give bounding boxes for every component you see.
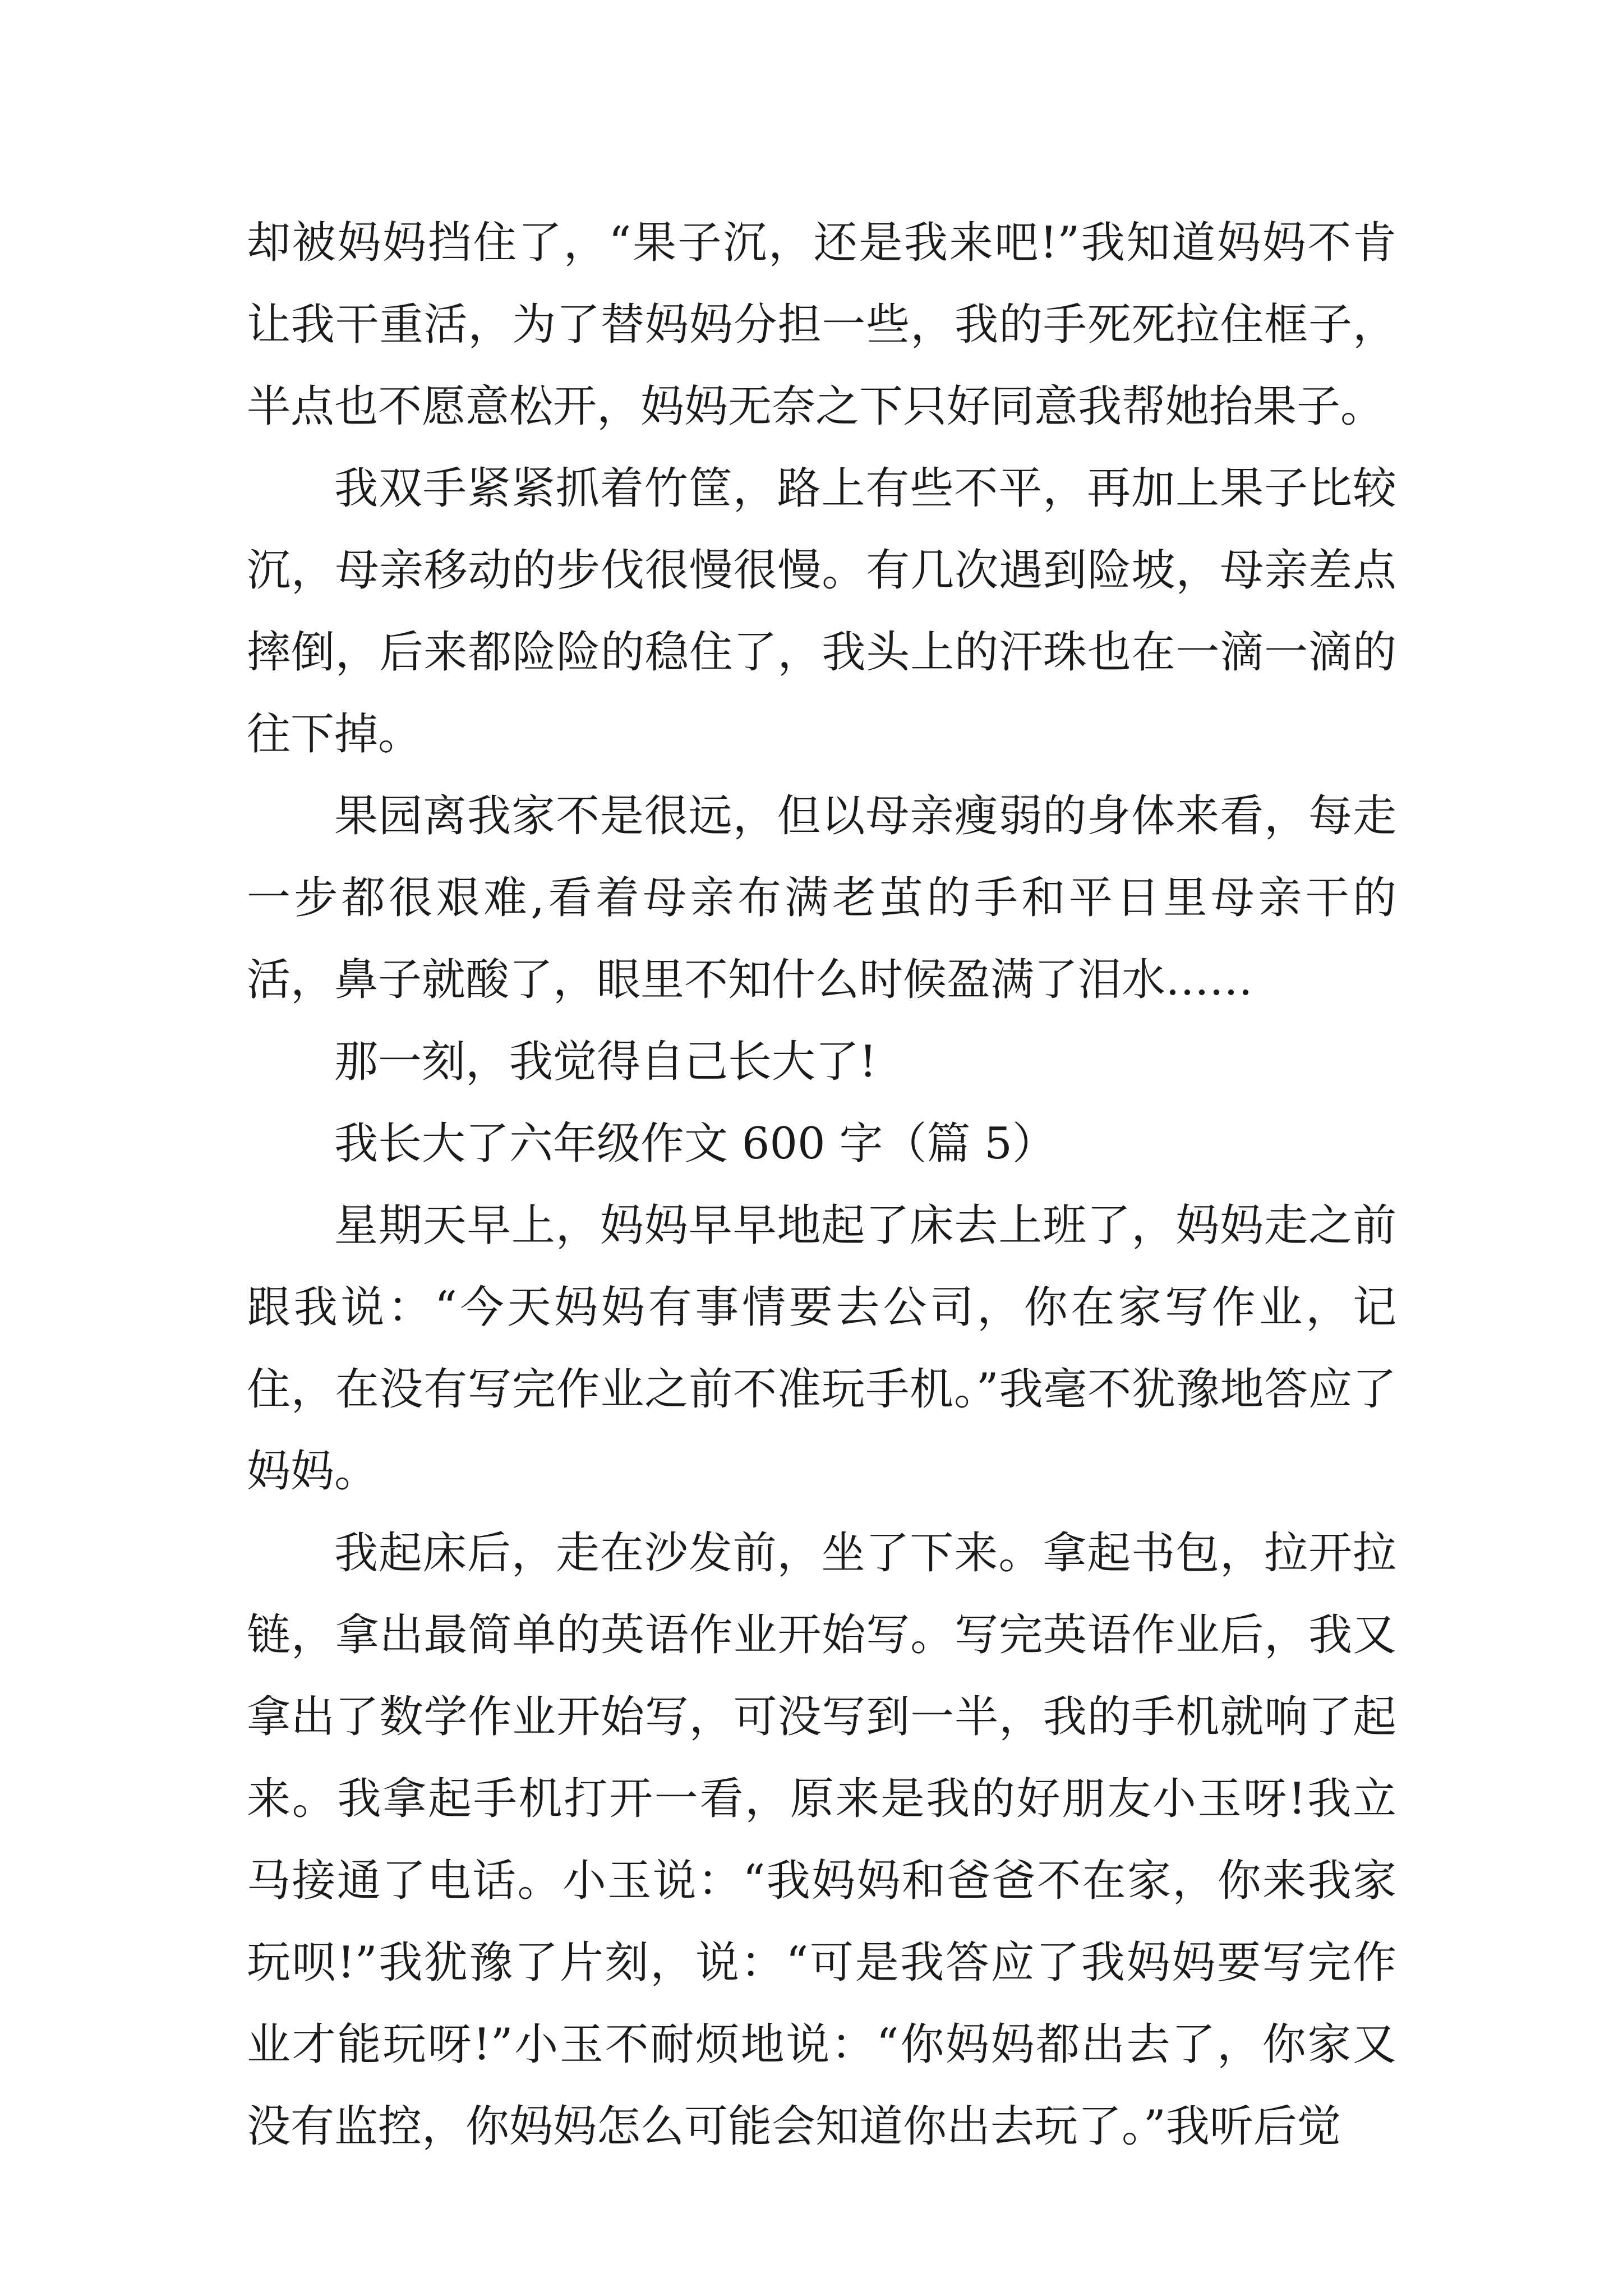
section-title: 我长大了六年级作文 600 字（篇 5） (334, 1119, 1056, 1169)
paragraph-4: 那一刻，我觉得自己长大了! (334, 1037, 877, 1087)
essay-body (247, 202, 1396, 2168)
paragraph-3: 果园离我家不是很远，但以母亲瘦弱的身体来看，每走一步都很艰难,看着母亲布满老茧的手和平日里母亲干的活，鼻子就酸了，眼里不知什么时候盈满了泪水…… (247, 791, 1396, 1005)
paragraph-5: 星期天早上，妈妈早早地起了床去上班了，妈妈走之前跟我说：“今天妈妈有事情要去公司，你在家写作业，记住，在没有写完作业之前不准玩手机。”我毫不犹豫地答应了妈妈。 (247, 1200, 1396, 1497)
paragraph-6: 我起床后，走在沙发前，坐了下来。拿起书包，拉开拉链，拿出最简单的英语作业开始写。写完英语作业后，我又拿出了数学作业开始写，可没写到一半，我的手机就响了起来。我拿起手机打开一看，原来是我的好朋友小玉呀!我立马接通了电话。小玉说：“我妈妈和爸爸不在家，你来我家玩呗!”我犹豫了片刻，说：“可是我答应了我妈妈要写完作业才能玩呀!”小玉不耐烦地说：“你妈妈都出去了，你家又没有监控，你妈妈怎么可能会知道你出去玩了。”我听后觉 (247, 1528, 1396, 2152)
paragraph-1: 却被妈妈挡住了，“果子沉，还是我来吧!”我知道妈妈不肯让我干重活，为了替妈妈分担一些，我的手死死拉住框子，半点也不愿意松开，妈妈无奈之下只好同意我帮她抬果子。 (247, 218, 1396, 432)
paragraph-2: 我双手紧紧抓着竹筐，路上有些不平，再加上果子比较沉，母亲移动的步伐很慢很慢。有几次遇到险坡，母亲差点摔倒，后来都险险的稳住了，我头上的汗珠也在一滴一滴的往下掉。 (247, 463, 1396, 760)
